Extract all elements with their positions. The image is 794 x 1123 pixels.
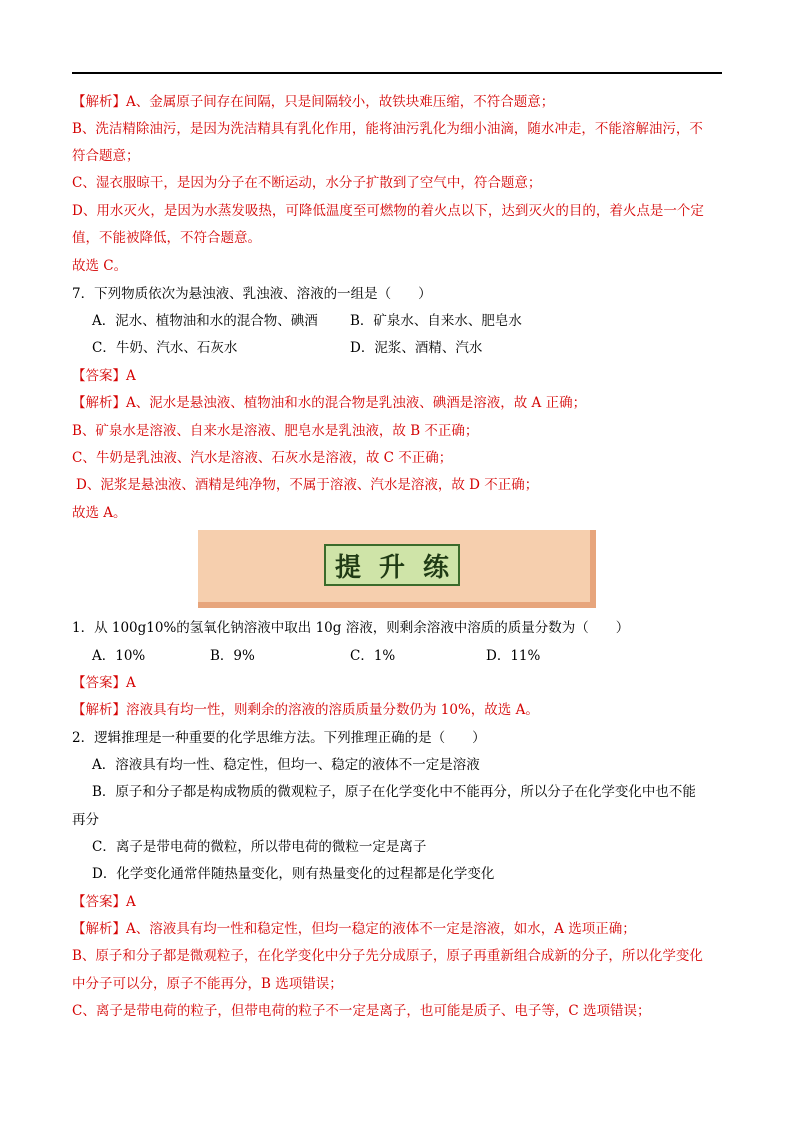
option-d: D．11% [486,648,541,664]
option-d: D．泥浆、酒精、汽水 [350,340,483,356]
analysis-line: 【解析】溶液具有均一性，则剩余的溶液的溶质质量分数仍为 10%，故选 A。 [72,702,539,718]
analysis-conclusion: 故选 C。 [72,258,128,274]
option-a: A．10% [92,648,146,664]
analysis-line: D、用水灭火，是因为水蒸发吸热，可降低温度至可燃物的着火点以下，达到灭火的目的，着火点是一个定 [72,203,704,219]
section-title-char: 升 [378,552,405,583]
option-a: A．泥水、植物油和水的混合物、碘酒 [92,313,318,329]
analysis-line: B、矿泉水是溶液、自来水是溶液、肥皂水是乳浊液，故 B 不正确； [72,423,479,439]
option-d: D．化学变化通常伴随热量变化，则有热量变化的过程都是化学变化 [92,866,495,882]
section-title [324,544,460,586]
section-title-char: 练 [422,552,449,583]
analysis-line: 【解析】A、金属原子间存在间隔，只是间隔较小，故铁块难压缩，不符合题意； [72,94,555,110]
answer-label: 【答案】A [72,368,136,384]
option-b: B．矿泉水、自来水、肥皂水 [350,313,522,329]
analysis-conclusion: 故选 A。 [72,505,127,521]
analysis-line: B、原子和分子都是微观粒子，在化学变化中分子先分成原子，原子再重新组合成新的分子，所以化学变化 [72,948,703,964]
answer-label: 【答案】A [72,675,136,691]
option-c: C．牛奶、汽水、石灰水 [92,340,238,356]
question-stem: 7．下列物质依次为悬浊液、乳浊液、溶液的一组是（ ） [72,286,432,302]
analysis-line: 【解析】A、溶液具有均一性和稳定性，但均一稳定的液体不一定是溶液，如水，A 选项正确； [72,921,636,937]
analysis-line: 符合题意； [72,148,140,164]
option-c: C．1% [350,648,396,664]
section-title-char: 提 [334,552,361,583]
analysis-line: D、泥浆是悬浊液、酒精是纯净物，不属于溶液、汽水是溶液，故 D 不正确； [76,477,539,493]
analysis-line: C、离子是带电荷的粒子，但带电荷的粒子不一定是离子，也可能是质子、电子等，C 选项错误； [72,1003,651,1019]
header-rule [72,72,722,74]
answer-label: 【答案】A [72,894,136,910]
analysis-line: 中分子可以分，原子不能再分，B 选项错误； [72,976,343,992]
section-banner [198,530,596,608]
analysis-line: C、牛奶是乳浊液、汽水是溶液、石灰水是溶液，故 C 不正确； [72,450,453,466]
question-stem: 2．逻辑推理是一种重要的化学思维方法。下列推理正确的是（ ） [72,730,486,746]
question-stem: 1．从 100g10%的氢氧化钠溶液中取出 10g 溶液，则剩余溶液中溶质的质量分数为（ ） [72,620,630,636]
analysis-line: C、湿衣服晾干，是因为分子在不断运动，水分子扩散到了空气中，符合题意； [72,175,542,191]
option-b-continued: 再分 [72,812,99,828]
analysis-line: 值，不能被降低，不符合题意。 [72,230,261,246]
analysis-line: 【解析】A、泥水是悬浊液、植物油和水的混合物是乳浊液、碘酒是溶液，故 A 正确； [72,395,587,411]
option-b: B．原子和分子都是构成物质的微观粒子，原子在化学变化中不能再分，所以分子在化学变化中也不能 [92,784,696,800]
analysis-line: B、洗洁精除油污，是因为洗洁精具有乳化作用，能将油污乳化为细小油滴，随水冲走，不能溶解油污，不 [72,121,703,137]
option-a: A．溶液具有均一性、稳定性，但均一、稳定的液体不一定是溶液 [92,757,480,773]
option-c: C．离子是带电荷的微粒，所以带电荷的微粒一定是离子 [92,839,427,855]
option-b: B．9% [210,648,255,664]
